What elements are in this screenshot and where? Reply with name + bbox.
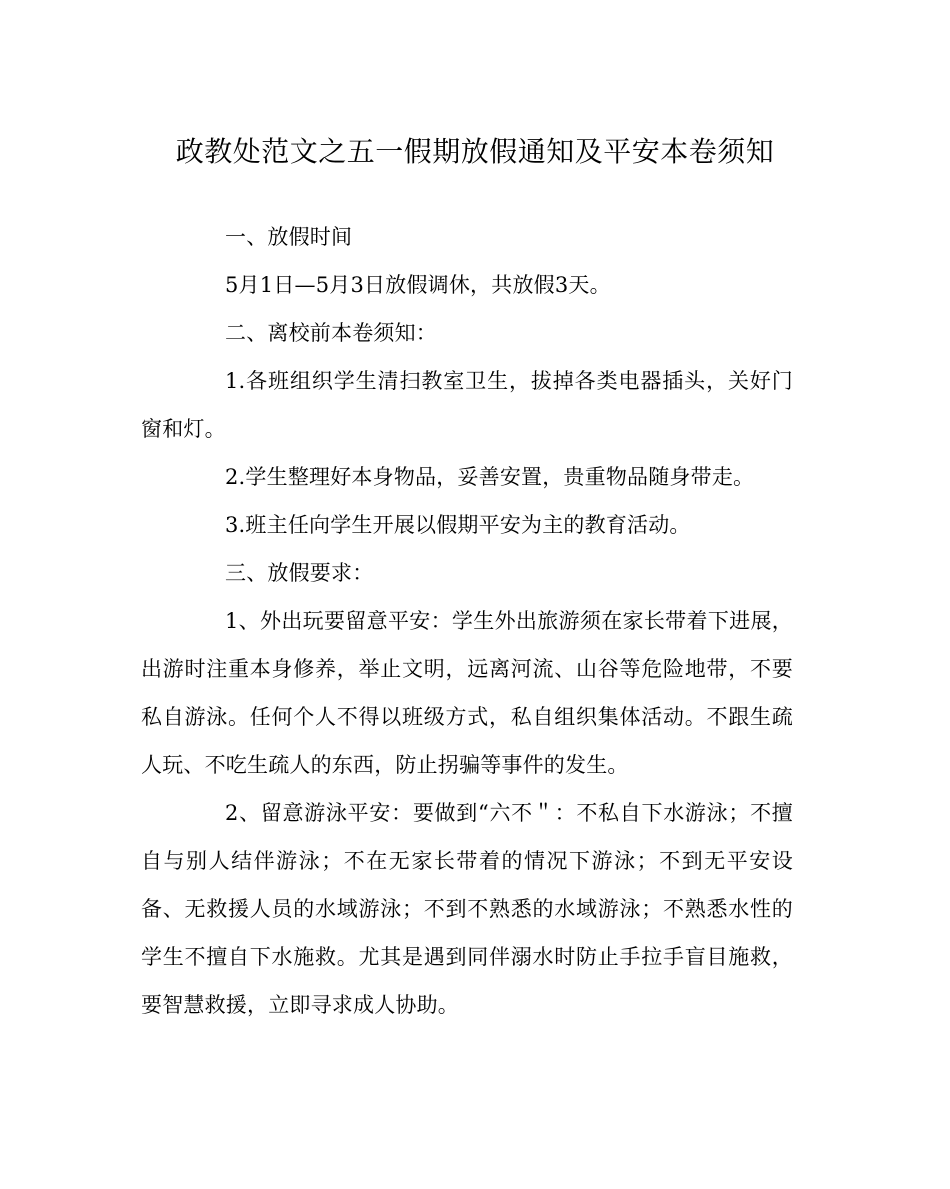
paragraph-item-1: 1.各班组织学生清扫教室卫生，拔掉各类电器插头，关好门窗和灯。: [141, 369, 793, 441]
paragraph-vacation-dates: 5月1日—5月3日放假调休，共放假3天。: [225, 273, 611, 297]
section-heading-requirements: 三、放假要求：: [225, 561, 374, 585]
section-heading-before-leaving: 二、离校前本卷须知：: [225, 321, 437, 345]
document-title: 政教处范文之五一假期放假通知及平安本卷须知: [175, 135, 775, 168]
section-heading-vacation-time: 一、放假时间: [225, 225, 353, 249]
paragraph-item-3: 3.班主任向学生开展以假期平安为主的教育活动。: [225, 513, 691, 537]
paragraph-requirement-2: 2、留意游泳平安：要做到“六不＂：不私自下水游泳；不擅自与别人结伴游泳；不在无家长带着的情况下游泳；不到无平安设备、无救援人员的水域游泳；不到不熟悉的水域游泳；不熟悉水性的学生不擅自下水施救。尤其是遇到同伴溺水时防止手拉手盲目施救，要智慧救援，立即寻求成人协助。: [141, 801, 793, 1017]
paragraph-item-2: 2.学生整理好本身物品，妥善安置，贵重物品随身带走。: [225, 465, 755, 489]
paragraph-requirement-1: 1、外出玩要留意平安：学生外出旅游须在家长带着下进展，出游时注重本身修养，举止文明，远离河流、山谷等危险地带，不要私自游泳。任何个人不得以班级方式，私自组织集体活动。不跟生疏人玩、不吃生疏人的东西，防止拐骗等事件的发生。: [141, 609, 793, 777]
document-body: [141, 213, 793, 1029]
